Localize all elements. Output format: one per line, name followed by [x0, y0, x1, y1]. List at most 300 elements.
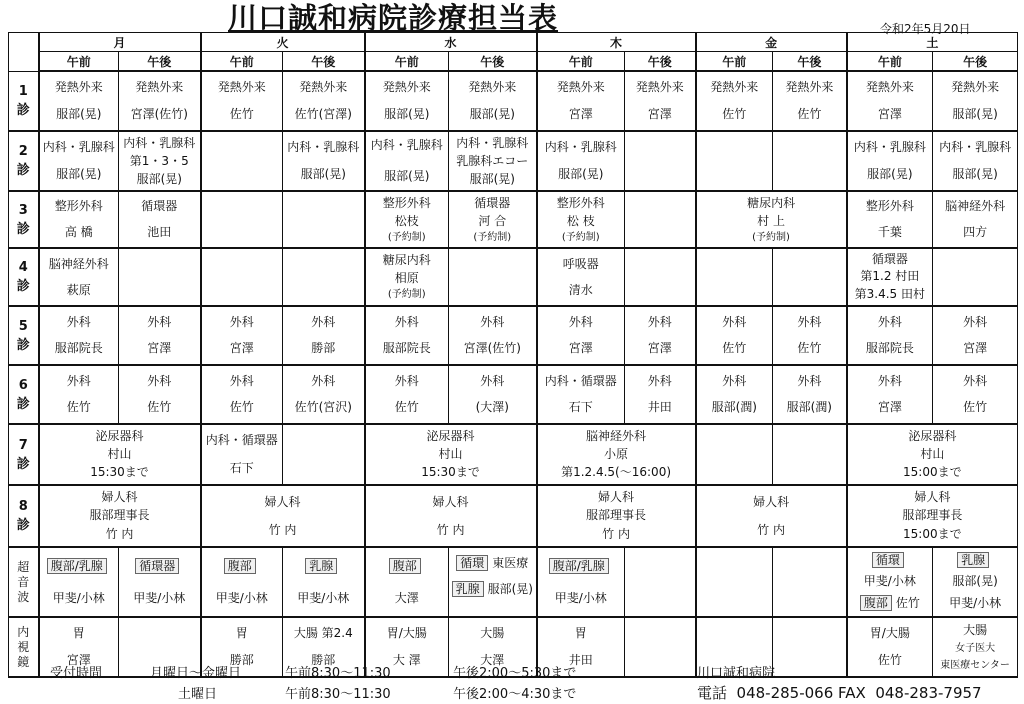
cell-line: 婦人科 — [101, 489, 138, 504]
cell-line: 発熱外来 — [710, 80, 759, 94]
cell-content — [697, 72, 773, 130]
cell-line: 服部(晃) — [469, 171, 515, 186]
room-label — [9, 258, 38, 296]
cell-content — [933, 132, 1017, 190]
cell-line: 脳神経外科 — [48, 256, 109, 271]
schedule-cell — [119, 365, 201, 424]
cell-content — [773, 618, 846, 676]
room-suffix: 診 — [16, 102, 30, 118]
cell-line: 内科・乳腺科 — [853, 140, 926, 154]
schedule-cell — [201, 365, 283, 424]
cell-content — [538, 366, 625, 423]
category-tag: 乳腺 — [452, 581, 484, 597]
cell-content — [202, 486, 364, 546]
room-label-text: 内視鏡 — [17, 624, 30, 669]
am-header: 午前 — [365, 52, 449, 72]
doctor-name: 佐竹 — [895, 595, 920, 610]
room-number: 7 — [18, 437, 28, 453]
issue-date: 令和2年5月20日 — [880, 22, 971, 36]
category-tag: 腹部/乳腺 — [549, 558, 609, 574]
schedule-cell — [365, 424, 537, 485]
cell-content — [449, 548, 536, 616]
cell-line: 甲斐/小林 — [52, 590, 105, 605]
cell-content — [40, 249, 119, 305]
room-label — [9, 201, 38, 239]
cell-content — [40, 192, 119, 247]
cell-line: 宮澤(佐竹) — [130, 107, 188, 121]
cell-content — [283, 366, 364, 423]
cell-line: 服部院長 — [865, 341, 914, 356]
schedule-cell — [119, 306, 201, 365]
room-label — [9, 497, 38, 535]
cell-content — [449, 72, 536, 130]
cell-line: 甲斐/小林 — [949, 595, 1002, 610]
cell-content — [848, 548, 933, 616]
cell-line: 胃 — [235, 626, 248, 640]
cell-line: 大澤 — [480, 653, 505, 667]
cell-line — [389, 559, 425, 574]
schedule-cell — [39, 306, 119, 365]
am-header: 午前 — [201, 52, 283, 72]
cell-content — [773, 307, 846, 364]
category-tag: 腹部 — [389, 558, 421, 574]
cell-line: 宮澤 — [568, 341, 593, 356]
cell-line: 甲斐/小林 — [554, 590, 607, 605]
cell-content — [40, 72, 119, 130]
cell-line: 井田 — [647, 400, 672, 415]
cell-line: 外科 — [647, 373, 672, 388]
cell-content — [119, 72, 200, 130]
room-label-cell — [9, 306, 39, 365]
cell-line: 竹 内 — [268, 522, 297, 537]
cell-content — [202, 192, 283, 247]
cell-line — [957, 553, 993, 568]
room-label-cell — [9, 71, 39, 131]
schedule-table — [8, 32, 1018, 678]
cell-content — [283, 192, 364, 247]
schedule-cell — [933, 547, 1018, 617]
cell-line: 四方 — [963, 224, 988, 239]
cell-line: 15:30まで — [421, 465, 480, 480]
room-label — [9, 560, 38, 605]
schedule-cell — [283, 71, 365, 131]
schedule-cell — [537, 131, 625, 191]
schedule-cell — [365, 191, 449, 248]
cell-content — [697, 307, 773, 364]
cell-line: 内科・乳腺科 — [939, 140, 1012, 154]
schedule-cell — [696, 365, 773, 424]
cell-line: (大澤) — [475, 400, 509, 415]
day-header: 木 — [537, 33, 696, 52]
schedule-cell — [696, 485, 847, 547]
cell-line: 外科 — [480, 373, 505, 388]
cell-line: 村山 — [438, 446, 463, 461]
weekday-pm-hours: 午後2:00～5:30まで — [453, 666, 577, 681]
day-header: 火 — [201, 33, 365, 52]
cell-line: 外科 — [797, 373, 822, 388]
ampm-header-row — [9, 52, 1018, 72]
schedule-cell — [201, 71, 283, 131]
cell-content — [625, 618, 695, 676]
day-header: 金 — [696, 33, 847, 52]
schedule-row — [9, 191, 1018, 248]
schedule-cell — [119, 131, 201, 191]
cell-line: 服部(晃) — [384, 107, 430, 121]
room-number: 1 — [18, 83, 28, 99]
schedule-cell — [201, 191, 283, 248]
cell-content — [773, 72, 846, 130]
room-suffix: 診 — [16, 279, 30, 294]
cell-line: 整形外科 — [382, 195, 431, 210]
schedule-cell — [773, 71, 847, 131]
room-label-cell — [9, 191, 39, 248]
cell-line: 高 橋 — [64, 224, 93, 239]
cell-content — [773, 132, 846, 190]
category-tag: 循環器 — [135, 558, 179, 574]
room-label — [9, 436, 38, 474]
schedule-cell — [201, 248, 283, 306]
pm-header: 午後 — [625, 52, 696, 72]
cell-line: 大 澤 — [392, 653, 421, 667]
cell-line: 婦人科 — [264, 494, 301, 509]
room-suffix: 診 — [16, 221, 30, 237]
cell-line: 第1.2.4.5(～16:00) — [561, 465, 672, 480]
cell-line: 第1.2 村田 — [860, 269, 920, 284]
room-number: 2 — [18, 144, 28, 159]
schedule-cell — [283, 248, 365, 306]
schedule-cell — [119, 547, 201, 617]
schedule-cell — [39, 71, 119, 131]
schedule-cell — [625, 191, 696, 248]
schedule-cell — [365, 71, 449, 131]
cell-line: 佐竹 — [229, 400, 254, 415]
schedule-cell — [933, 365, 1018, 424]
cell-line: (予約制) — [561, 231, 600, 243]
cell-content — [625, 307, 695, 364]
hospital-name: 川口誠和病院 — [697, 666, 776, 681]
schedule-row — [9, 248, 1018, 306]
cell-content — [773, 548, 846, 616]
cell-content — [538, 249, 625, 305]
cell-line: 宮澤 — [66, 653, 91, 667]
cell-line: 発熱外来 — [468, 80, 517, 94]
page-title: 川口誠和病院診療担当表 — [228, 1, 559, 35]
cell-content — [848, 192, 933, 247]
cell-line: (予約制) — [387, 289, 426, 301]
schedule-cell — [537, 306, 625, 365]
schedule-cell — [449, 248, 537, 306]
cell-line: 婦人科 — [598, 489, 635, 504]
cell-line: 内科・乳腺科 — [123, 135, 196, 150]
schedule-row — [9, 365, 1018, 424]
cell-line: (予約制) — [387, 231, 426, 243]
cell-line — [452, 582, 533, 597]
category-tag: 乳腺 — [305, 558, 337, 574]
schedule-cell — [847, 131, 933, 191]
schedule-cell — [39, 131, 119, 191]
cell-content — [202, 366, 283, 423]
schedule-cell — [773, 306, 847, 365]
cell-line: 竹 内 — [105, 527, 134, 542]
cell-line: 佐竹 — [877, 653, 902, 667]
cell-content — [697, 249, 773, 305]
cell-line: (予約制) — [473, 231, 512, 243]
cell-line: 竹 内 — [436, 522, 465, 537]
cell-line: 甲斐/小林 — [863, 574, 916, 589]
schedule-cell — [773, 617, 847, 677]
cell-content — [366, 72, 449, 130]
cell-line: 発熱外来 — [785, 80, 834, 94]
cell-content — [697, 548, 773, 616]
category-tag: 腹部 — [224, 558, 256, 574]
schedule-cell — [773, 248, 847, 306]
cell-line: 宮澤 — [647, 107, 672, 121]
cell-line: 外科 — [394, 373, 419, 388]
schedule-row — [9, 306, 1018, 365]
cell-line: 整形外科 — [556, 195, 605, 210]
schedule-cell — [625, 365, 696, 424]
schedule-row — [9, 71, 1018, 131]
cell-line: 佐竹 — [147, 400, 172, 415]
cell-content — [40, 132, 119, 190]
day-header: 月 — [39, 33, 201, 52]
cell-line: 外科 — [229, 314, 254, 329]
cell-line: 15:00まで — [903, 465, 962, 480]
cell-content — [40, 548, 119, 616]
cell-line: 服部(晃) — [558, 167, 604, 181]
pm-header: 午後 — [449, 52, 537, 72]
schedule-cell — [847, 547, 933, 617]
schedule-row — [9, 131, 1018, 191]
cell-line: 服部理事長 — [89, 508, 150, 523]
schedule-cell — [933, 306, 1018, 365]
schedule-cell — [773, 547, 847, 617]
cell-line: 佐竹(宮澤) — [294, 107, 352, 121]
cell-line: 外科 — [963, 373, 988, 388]
schedule-row — [9, 485, 1018, 547]
room-label-cell — [9, 547, 39, 617]
schedule-cell — [847, 485, 1018, 547]
schedule-cell — [365, 547, 449, 617]
schedule-cell — [696, 306, 773, 365]
cell-line: (予約制) — [752, 231, 790, 243]
cell-line: 内科・乳腺科 — [287, 140, 360, 154]
cell-content — [933, 307, 1017, 364]
cell-line: 整形外科 — [865, 199, 914, 214]
schedule-cell — [847, 306, 933, 365]
cell-line: 宮澤 — [568, 107, 593, 121]
cell-line: 発熱外来 — [382, 80, 431, 94]
schedule-row — [9, 424, 1018, 485]
cell-content — [848, 72, 933, 130]
schedule-cell — [283, 365, 365, 424]
cell-line: 外科 — [147, 373, 172, 388]
cell-line: 15:00まで — [903, 527, 962, 542]
cell-line: 村山 — [107, 446, 132, 461]
am-header: 午前 — [847, 52, 933, 72]
cell-line: 宮澤 — [647, 341, 672, 356]
cell-content — [848, 366, 933, 423]
schedule-cell — [449, 365, 537, 424]
room-label-cell — [9, 424, 39, 485]
cell-content — [625, 72, 695, 130]
schedule-cell — [119, 248, 201, 306]
cell-content — [119, 249, 200, 305]
cell-content — [40, 366, 119, 423]
cell-content — [538, 425, 695, 484]
cell-line: 服部(晃) — [56, 107, 102, 121]
cell-content — [933, 192, 1017, 247]
corner-cell — [9, 33, 39, 72]
cell-line: 服部(潤) — [786, 400, 832, 415]
cell-line: 外科 — [647, 314, 672, 329]
cell-line: 発熱外来 — [951, 80, 1000, 94]
cell-content — [848, 425, 1018, 484]
cell-line: 泌尿器科 — [426, 428, 475, 443]
cell-content — [40, 486, 200, 546]
cell-line: 佐竹 — [229, 107, 254, 121]
cell-line: 服部(晃) — [384, 169, 430, 183]
cell-content — [366, 486, 536, 546]
cell-content — [848, 249, 933, 305]
schedule-cell — [365, 306, 449, 365]
cell-line: 脳神経外科 — [586, 428, 647, 443]
cell-line: 佐竹 — [963, 400, 988, 415]
schedule-cell — [537, 424, 696, 485]
cell-content — [119, 307, 200, 364]
cell-line: 井田 — [568, 653, 593, 667]
cell-line: 婦人科 — [914, 489, 951, 504]
cell-line: 婦人科 — [753, 494, 790, 509]
cell-line: 池田 — [147, 224, 172, 239]
schedule-cell — [39, 191, 119, 248]
schedule-cell — [625, 71, 696, 131]
schedule-cell — [696, 424, 773, 485]
cell-content — [283, 132, 364, 190]
cell-content — [625, 132, 695, 190]
cell-line: 服部理事長 — [586, 508, 647, 523]
am-header: 午前 — [39, 52, 119, 72]
cell-line: 千葉 — [877, 224, 902, 239]
cell-content — [202, 132, 283, 190]
cell-content — [366, 307, 449, 364]
schedule-cell — [39, 248, 119, 306]
cell-line: 外科 — [480, 314, 505, 329]
schedule-cell — [847, 424, 1018, 485]
cell-line: 発熱外来 — [865, 80, 914, 94]
cell-line: 石下 — [568, 400, 593, 415]
schedule-cell — [933, 131, 1018, 191]
cell-line: 内科・循環器 — [205, 433, 278, 448]
schedule-cell — [773, 131, 847, 191]
cell-line — [549, 559, 613, 574]
cell-line: 宮澤 — [147, 341, 172, 356]
cell-content — [366, 132, 449, 190]
category-tag: 腹部/乳腺 — [47, 558, 107, 574]
cell-content — [625, 548, 695, 616]
pm-header: 午後 — [933, 52, 1018, 72]
schedule-cell — [283, 131, 365, 191]
category-tag: 循環 — [456, 555, 488, 571]
cell-line: 発熱外来 — [54, 80, 103, 94]
room-label-cell — [9, 365, 39, 424]
cell-line: 胃/大腸 — [869, 626, 910, 640]
cell-line: 外科 — [568, 314, 593, 329]
schedule-cell — [696, 191, 847, 248]
cell-content — [202, 249, 283, 305]
cell-line: 脳神経外科 — [945, 199, 1006, 214]
room-suffix: 診 — [16, 163, 30, 178]
cell-line: 佐竹 — [797, 341, 822, 356]
cell-content — [202, 425, 283, 484]
schedule-cell — [696, 248, 773, 306]
cell-line: 佐竹 — [722, 341, 747, 356]
cell-content — [697, 366, 773, 423]
cell-line: 発熱外来 — [556, 80, 605, 94]
cell-line: 竹 内 — [602, 527, 630, 542]
cell-line: 大腸 — [963, 622, 988, 637]
cell-line: 甲斐/小林 — [215, 590, 268, 605]
cell-line: 外科 — [66, 373, 91, 388]
cell-content — [449, 366, 536, 423]
cell-content — [283, 548, 364, 616]
schedule-cell — [365, 248, 449, 306]
room-label — [9, 317, 38, 355]
cell-line: 外科 — [229, 373, 254, 388]
category-tag: 腹部 — [860, 595, 892, 611]
cell-line: 服部院長 — [54, 341, 103, 356]
room-label-cell — [9, 617, 39, 677]
cell-line — [224, 559, 260, 574]
cell-line: 胃 — [574, 626, 587, 640]
cell-line: 外科 — [877, 314, 902, 329]
cell-content — [538, 307, 625, 364]
cell-content — [449, 192, 536, 247]
cell-line: 村 上 — [757, 213, 785, 228]
cell-line: 服部(晃) — [952, 574, 998, 589]
cell-line: 甲斐/小林 — [133, 590, 186, 605]
schedule-cell — [537, 365, 625, 424]
cell-line: 大腸 第2.4 — [293, 626, 353, 640]
doctor-name: 服部(晃) — [487, 581, 533, 596]
schedule-cell — [365, 131, 449, 191]
schedule-cell — [365, 485, 537, 547]
cell-line: 石下 — [229, 460, 254, 475]
cell-line: 第1・3・5 — [129, 153, 189, 168]
cell-line: 勝部 — [311, 653, 336, 667]
schedule-cell — [119, 191, 201, 248]
cell-line: 胃 — [72, 626, 85, 640]
schedule-cell — [449, 71, 537, 131]
weekday-label: 月曜日～金曜日 — [150, 666, 242, 681]
schedule-row — [9, 547, 1018, 617]
cell-content — [283, 425, 364, 484]
cell-line: 佐竹 — [797, 107, 822, 121]
cell-line: 松 枝 — [566, 213, 595, 228]
cell-line: 宮澤(佐竹) — [463, 341, 521, 356]
room-suffix: 診 — [16, 456, 30, 472]
room-label-text: 超音波 — [17, 559, 30, 604]
schedule-cell — [39, 485, 201, 547]
cell-line: 外科 — [797, 314, 822, 329]
cell-line: 外科 — [722, 373, 747, 388]
cell-content — [773, 366, 846, 423]
cell-line — [860, 596, 920, 611]
cell-line: 服部(晃) — [136, 171, 182, 186]
room-label — [9, 142, 38, 180]
schedule-cell — [847, 191, 933, 248]
schedule-cell — [847, 365, 933, 424]
